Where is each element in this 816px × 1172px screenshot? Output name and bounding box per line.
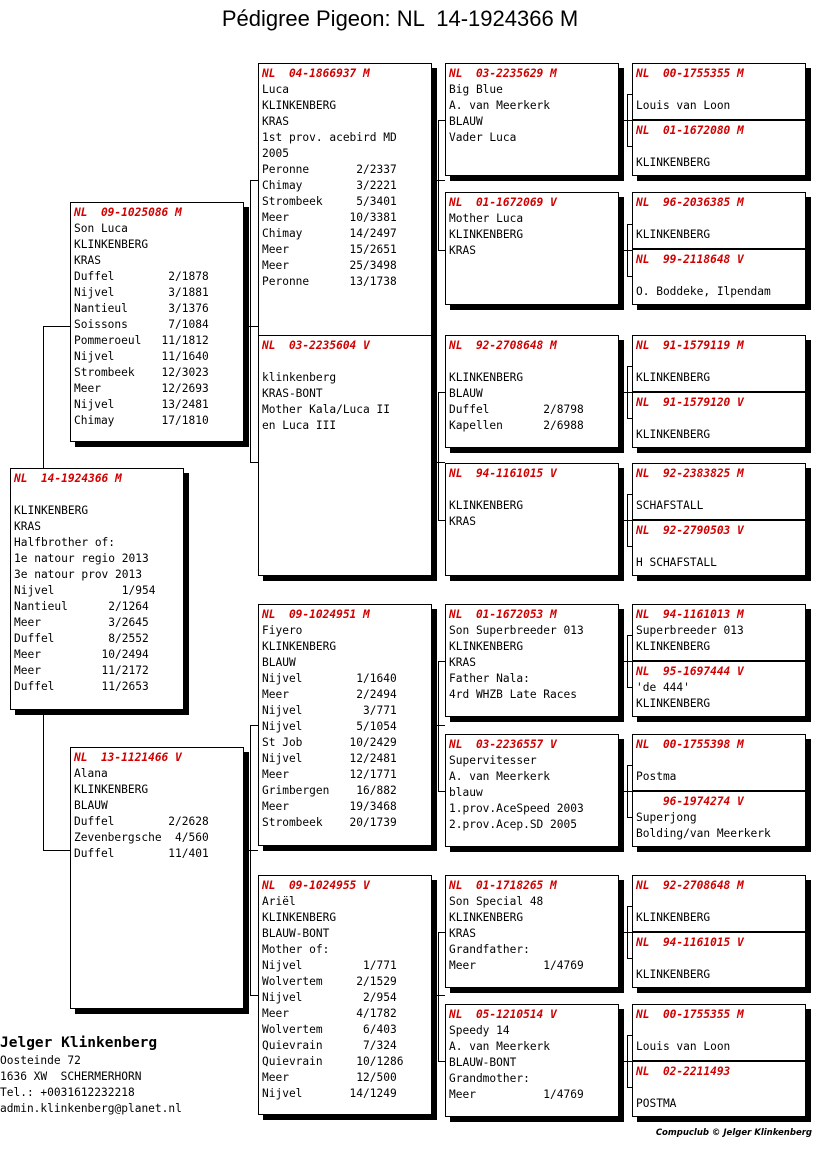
connector-line (244, 850, 258, 851)
pigeon-card (445, 63, 619, 176)
pigeon-detail-line: Alana (74, 767, 108, 780)
pigeon-detail-line (636, 539, 802, 555)
connector-line (619, 250, 632, 251)
pigeon-detail-line: KRAS (449, 927, 476, 940)
pigeon-detail-line: KLINKENBERG (449, 911, 524, 924)
pigeon-detail-line: Nijvel 1/954 (14, 584, 156, 597)
pigeon-detail-line: A. van Meerkerk (449, 770, 551, 783)
pigeon-detail-line: Meer 1/4769 (449, 959, 584, 972)
pigeon-detail-line (636, 139, 802, 155)
pigeon-detail-line: KLINKENBERG (14, 504, 89, 517)
pigeon-card (632, 463, 806, 520)
connector-line (627, 418, 632, 419)
pigeon-detail-line: BLAUW (262, 656, 296, 669)
connector-line (250, 995, 258, 996)
pigeon-card (632, 734, 806, 791)
pigeon-card (632, 932, 806, 988)
connector-line (250, 326, 251, 462)
ring-number: NL 95-1697444 V (636, 665, 744, 678)
connector-line (627, 1087, 632, 1088)
pigeon-detail-line: KRAS (262, 115, 289, 128)
pigeon-detail-line: Meer 19/3468 (262, 800, 397, 813)
pigeon-detail-line: A. van Meerkerk (449, 99, 551, 112)
pigeon-detail-line: Duffel 8/2552 (14, 632, 149, 645)
pigeon-card (258, 604, 432, 846)
connector-line (619, 520, 632, 521)
pigeon-detail-line: Nijvel 11/1640 (74, 350, 209, 363)
ring-number: NL 01-1672080 M (636, 124, 744, 137)
pigeon-detail-line: 2005 (262, 147, 289, 160)
pigeon-detail-line: Strombeek 12/3023 (74, 366, 209, 379)
pigeon-detail-line: Mother Luca (449, 212, 524, 225)
pigeon-detail-line: Meer 12/500 (262, 1071, 397, 1084)
footer-credit: Compuclub © Jelger Klinkenberg (655, 1128, 812, 1138)
pigeon-detail-line: Wolvertem 2/1529 (262, 975, 397, 988)
owner-info (0, 1033, 182, 1117)
pigeon-card (70, 747, 244, 1009)
ring-number: NL 94-1161013 M (636, 608, 744, 621)
pigeon-card (632, 192, 806, 249)
connector-line (619, 791, 632, 792)
pigeon-detail-line: KLINKENBERG (636, 911, 711, 924)
pigeon-detail-line: Superbreeder 013 (636, 624, 744, 637)
pigeon-detail-line (636, 411, 802, 427)
pigeon-detail-line: Pommeroeul 11/1812 (74, 334, 209, 347)
pigeon-card (632, 875, 806, 932)
pigeon-detail-line: KLINKENBERG (636, 640, 711, 653)
pigeon-detail-line: Soissons 7/1084 (74, 318, 209, 331)
pigeon-detail-line: KLINKENBERG (636, 228, 711, 241)
ring-number: NL 94-1161015 V (636, 936, 744, 949)
ring-number: NL 92-2383825 M (636, 467, 744, 480)
connector-line (619, 661, 632, 662)
pigeon-detail-line: Son Superbreeder 013 (449, 624, 584, 637)
pigeon-detail-line: 1.prov.AceSpeed 2003 (449, 802, 584, 815)
ring-number: NL 92-2790503 V (636, 524, 744, 537)
pigeon-card (632, 120, 806, 176)
pigeon-detail-line: Ariël (262, 895, 296, 908)
connector-line (432, 180, 445, 181)
connector-line (438, 392, 445, 393)
pigeon-detail-line: KLINKENBERG (636, 371, 711, 384)
ring-number: NL 03-2235629 M (449, 67, 557, 80)
pigeon-detail-line: Zevenbergsche 4/560 (74, 831, 209, 844)
pigeon-detail-line: Meer 12/2693 (74, 382, 209, 395)
pigeon-card (445, 875, 619, 988)
pigeon-detail-line: 'de 444' (636, 681, 690, 694)
connector-line (432, 725, 445, 726)
connector-line (43, 710, 44, 850)
ring-number: NL 00-1755355 M (636, 67, 744, 80)
pigeon-detail-line (636, 82, 802, 98)
pigeon-detail-line: KLINKENBERG (636, 968, 711, 981)
pigeon-detail-line: Grandfather: (449, 943, 530, 956)
pigeon-detail-line (636, 354, 802, 370)
pigeon-detail-line: Louis van Loon (636, 99, 731, 112)
connector-line (438, 661, 445, 662)
pigeon-detail-line: Nantieul 2/1264 (14, 600, 149, 613)
pigeon-card (632, 335, 806, 392)
connector-line (438, 392, 439, 520)
pigeon-detail-line (636, 268, 802, 284)
pigeon-detail-line: Duffel 2/8798 (449, 403, 584, 416)
pigeon-detail-line: Chimay 17/1810 (74, 414, 209, 427)
pigeon-card (632, 520, 806, 576)
pigeon-detail-line: Fiyero (262, 624, 303, 637)
connector-line (250, 725, 258, 726)
pigeon-detail-line: Meer 2/2494 (262, 688, 397, 701)
pigeon-card (445, 335, 619, 448)
pigeon-detail-line: Nantieul 3/1376 (74, 302, 209, 315)
pigeon-detail-line (636, 211, 802, 227)
connector-line (43, 850, 70, 851)
connector-line (627, 906, 632, 907)
ring-number: NL 13-1121466 V (74, 751, 182, 764)
connector-line (627, 958, 632, 959)
connector-line (43, 326, 44, 468)
pigeon-detail-line: KLINKENBERG (74, 783, 149, 796)
pigeon-detail-line: Luca (262, 83, 289, 96)
connector-line (627, 366, 632, 367)
pigeon-detail-line: KLINKENBERG (449, 499, 524, 512)
pigeon-detail-line: KLINKENBERG (636, 697, 711, 710)
connector-line (43, 326, 70, 327)
pigeon-detail-line: Wolvertem 6/403 (262, 1023, 397, 1036)
pigeon-detail-line: BLAUW (449, 115, 483, 128)
ring-number: NL 09-1025086 M (74, 206, 182, 219)
pigeon-detail-line: Meer 10/2494 (14, 648, 149, 661)
pigeon-detail-line: blauw (449, 786, 483, 799)
pigeon-detail-line: Mother Kala/Luca II (262, 403, 390, 416)
pigeon-card (445, 604, 619, 717)
pigeon-detail-line: Nijvel 1/771 (262, 959, 397, 972)
pigeon-detail-line: KRAS (14, 520, 41, 533)
connector-line (627, 546, 632, 547)
pigeon-detail-line: Son Luca (74, 222, 128, 235)
pigeon-detail-line: Quievrain 7/324 (262, 1039, 397, 1052)
ring-number: NL 91-1579119 M (636, 339, 744, 352)
pigeon-detail-line: Nijvel 1/1640 (262, 672, 397, 685)
pigeon-detail-line: Meer 25/3498 (262, 259, 397, 272)
pigeon-detail-line: Meer 15/2651 (262, 243, 397, 256)
connector-line (627, 817, 632, 818)
pigeon-card (632, 661, 806, 717)
connector-line (619, 120, 632, 121)
connector-line (627, 635, 632, 636)
ring-number: NL 04-1866937 M (262, 67, 370, 80)
pigeon-card (258, 335, 432, 576)
pigeon-detail-line: Kapellen 2/6988 (449, 419, 584, 432)
pigeon-detail-line: KRAS (449, 656, 476, 669)
pigeon-card (445, 192, 619, 305)
ring-number: NL 09-1024951 M (262, 608, 370, 621)
connector-line (438, 932, 439, 1061)
ring-number: NL 02-2211493 (636, 1065, 731, 1078)
pigeon-detail-line: KRAS (449, 244, 476, 257)
connector-line (627, 224, 632, 225)
connector-line (432, 995, 445, 996)
connector-line (438, 120, 445, 121)
pigeon-detail-line: KLINKENBERG (262, 99, 337, 112)
connector-line (250, 850, 251, 995)
pigeon-card (445, 463, 619, 576)
pigeon-detail-line: Nijvel 12/2481 (262, 752, 397, 765)
pigeon-card (632, 249, 806, 305)
pigeon-detail-line: Nijvel 14/1249 (262, 1087, 397, 1100)
ring-number: NL 01-1718265 M (449, 879, 557, 892)
ring-number: NL 92-2708648 M (449, 339, 557, 352)
ring-number: NL 00-1755355 M (636, 1008, 744, 1021)
pigeon-detail-line (262, 354, 428, 370)
pigeon-detail-line: BLAUW-BONT (449, 1056, 517, 1069)
pigeon-detail-line: St Job 10/2429 (262, 736, 397, 749)
pigeon-detail-line: KLINKENBERG (449, 228, 524, 241)
pigeon-detail-line: Meer 4/1782 (262, 1007, 397, 1020)
connector-line (250, 180, 258, 181)
pigeon-detail-line (449, 354, 615, 370)
pigeon-detail-line: Meer 3/2645 (14, 616, 149, 629)
pigeon-detail-line: Grimbergen 16/882 (262, 784, 397, 797)
connector-line (627, 765, 632, 766)
pigeon-detail-line (636, 894, 802, 910)
pigeon-detail-line: Louis van Loon (636, 1040, 731, 1053)
pigeon-detail-line: KLINKENBERG (636, 428, 711, 441)
pigeon-card (10, 468, 184, 710)
pigeon-card (632, 1061, 806, 1117)
pigeon-detail-line: Strombeek 5/3401 (262, 195, 397, 208)
pigeon-detail-line: A. van Meerkerk (449, 1040, 551, 1053)
pigeon-card (445, 1004, 619, 1117)
owner-address: Oosteinde 72 (0, 1054, 81, 1067)
pigeon-detail-line: Postma (636, 770, 677, 783)
pigeon-detail-line: Bolding/van Meerkerk (636, 827, 771, 840)
ring-number: NL 14-1924366 M (14, 472, 122, 485)
pigeon-detail-line: BLAUW (449, 387, 483, 400)
connector-line (627, 1035, 632, 1036)
pigeon-card (632, 604, 806, 661)
connector-line (627, 94, 632, 95)
connector-line (619, 932, 632, 933)
ring-number: NL 00-1755398 M (636, 738, 744, 751)
connector-line (244, 326, 258, 327)
pigeon-detail-line: Father Nala: (449, 672, 530, 685)
pigeon-detail-line: KLINKENBERG (74, 238, 149, 251)
pigeon-detail-line: KLINKENBERG (636, 156, 711, 169)
pigeon-detail-line: Meer 1/4769 (449, 1088, 584, 1101)
pigeon-detail-line: KLINKENBERG (262, 911, 337, 924)
pigeon-detail-line: Nijvel 2/954 (262, 991, 397, 1004)
pigeon-detail-line: 3e natour prov 2013 (14, 568, 142, 581)
pigeon-detail-line: Big Blue (449, 83, 503, 96)
pigeon-detail-line: Nijvel 13/2481 (74, 398, 209, 411)
ring-number: NL 05-1210514 V (449, 1008, 557, 1021)
pigeon-detail-line (449, 482, 615, 498)
owner-name: Jelger Klinkenberg (0, 1035, 158, 1051)
pigeon-detail-line: Duffel 2/2628 (74, 815, 209, 828)
connector-line (438, 791, 445, 792)
pigeon-detail-line: Mother of: (262, 943, 330, 956)
pigeon-card (632, 1004, 806, 1061)
pigeon-detail-line: 1st prov. acebird MD (262, 131, 397, 144)
connector-line (627, 276, 632, 277)
pigeon-detail-line: Chimay 14/2497 (262, 227, 397, 240)
pigeon-detail-line (636, 1023, 802, 1039)
pigeon-detail-line: O. Boddeke, Ilpendam (636, 285, 771, 298)
pigeon-card (258, 875, 432, 1115)
pigeon-detail-line: Quievrain 10/1286 (262, 1055, 404, 1068)
pigeon-card (632, 63, 806, 120)
page-title: Pédigree Pigeon: NL 14-1924366 M (221, 6, 579, 31)
pigeon-detail-line: H SCHAFSTALL (636, 556, 717, 569)
pigeon-detail-line: Halfbrother of: (14, 536, 116, 549)
pigeon-detail-line (636, 951, 802, 967)
pigeon-card (632, 392, 806, 448)
pigeon-detail-line: Nijvel 5/1054 (262, 720, 397, 733)
pigeon-detail-line: Duffel 11/401 (74, 847, 209, 860)
pigeon-detail-line: en Luca III (262, 419, 337, 432)
pigeon-detail-line: Chimay 3/2221 (262, 179, 397, 192)
ring-number: NL 01-1672053 M (449, 608, 557, 621)
ring-number: NL 01-1672069 V (449, 196, 557, 209)
pigeon-detail-line: KLINKENBERG (449, 371, 524, 384)
pigeon-detail-line: Grandmother: (449, 1072, 530, 1085)
pigeon-detail-line: Duffel 11/2653 (14, 680, 149, 693)
connector-line (619, 1061, 632, 1062)
pigeon-detail-line: 4rd WHZB Late Races (449, 688, 577, 701)
pigeon-detail-line: Meer 11/2172 (14, 664, 149, 677)
ring-number: NL 09-1024955 V (262, 879, 370, 892)
connector-line (627, 146, 632, 147)
owner-phone: Tel.: +0031612232218 (0, 1086, 135, 1099)
connector-line (438, 1061, 445, 1062)
connector-line (438, 520, 445, 521)
pigeon-detail-line: BLAUW-BONT (262, 927, 330, 940)
pigeon-detail-line: BLAUW (74, 799, 108, 812)
connector-line (438, 250, 445, 251)
pigeon-detail-line (636, 482, 802, 498)
owner-email[interactable]: admin.klinkenberg@planet.nl (0, 1102, 182, 1115)
ring-number: NL 03-2236557 V (449, 738, 557, 751)
pigeon-detail-line: Meer 12/1771 (262, 768, 397, 781)
pigeon-detail-line: 2.prov.Acep.SD 2005 (449, 818, 577, 831)
pigeon-card (632, 791, 806, 847)
pigeon-detail-line: KLINKENBERG (449, 640, 524, 653)
connector-line (432, 462, 445, 463)
pigeon-detail-line: SCHAFSTALL (636, 499, 704, 512)
connector-line (627, 494, 632, 495)
connector-line (250, 180, 251, 326)
pigeon-card (445, 734, 619, 847)
owner-details (0, 1053, 182, 1117)
pigeon-detail-line: Supervitesser (449, 754, 537, 767)
pigeon-detail-line: klinkenberg (262, 371, 337, 384)
pigeon-detail-line: Strombeek 20/1739 (262, 816, 397, 829)
pigeon-card (70, 202, 244, 442)
pigeon-detail-line: Son Special 48 (449, 895, 544, 908)
pigeon-detail-line: Nijvel 3/771 (262, 704, 397, 717)
ring-number: 96-1974274 V (636, 795, 744, 808)
pigeon-detail-line: Vader Luca (449, 131, 517, 144)
pigeon-detail-line: Peronne 2/2337 (262, 163, 397, 176)
connector-line (250, 725, 251, 850)
ring-number: NL 92-2708648 M (636, 879, 744, 892)
connector-line (438, 120, 439, 250)
ring-number: NL 03-2235604 V (262, 339, 370, 352)
connector-line (627, 687, 632, 688)
pigeon-detail-line (14, 487, 180, 503)
owner-postal: 1636 XW SCHERMERHORN (0, 1070, 142, 1083)
ring-number: NL 99-2118648 V (636, 253, 744, 266)
pigeon-detail-line: Meer 10/3381 (262, 211, 397, 224)
connector-line (250, 462, 258, 463)
ring-number: NL 96-2036385 M (636, 196, 744, 209)
pigeon-detail-line: 1e natour regio 2013 (14, 552, 149, 565)
ring-number: NL 91-1579120 V (636, 396, 744, 409)
pigeon-detail-line: POSTMA (636, 1097, 677, 1110)
pigeon-detail-line: Nijvel 3/1881 (74, 286, 209, 299)
pigeon-detail-line (636, 753, 802, 769)
pigeon-detail-line: KRAS-BONT (262, 387, 323, 400)
pigeon-detail-line: Speedy 14 (449, 1024, 510, 1037)
pigeon-detail-line: KLINKENBERG (262, 640, 337, 653)
pigeon-detail-line: KRAS (449, 515, 476, 528)
pigeon-detail-line: Peronne 13/1738 (262, 275, 397, 288)
connector-line (438, 661, 439, 791)
connector-line (438, 932, 445, 933)
connector-line (619, 392, 632, 393)
pigeon-detail-line: KRAS (74, 254, 101, 267)
pigeon-detail-line: Superjong (636, 811, 697, 824)
ring-number: NL 94-1161015 V (449, 467, 557, 480)
pigeon-detail-line (636, 1080, 802, 1096)
pigeon-detail-line: Duffel 2/1878 (74, 270, 209, 283)
